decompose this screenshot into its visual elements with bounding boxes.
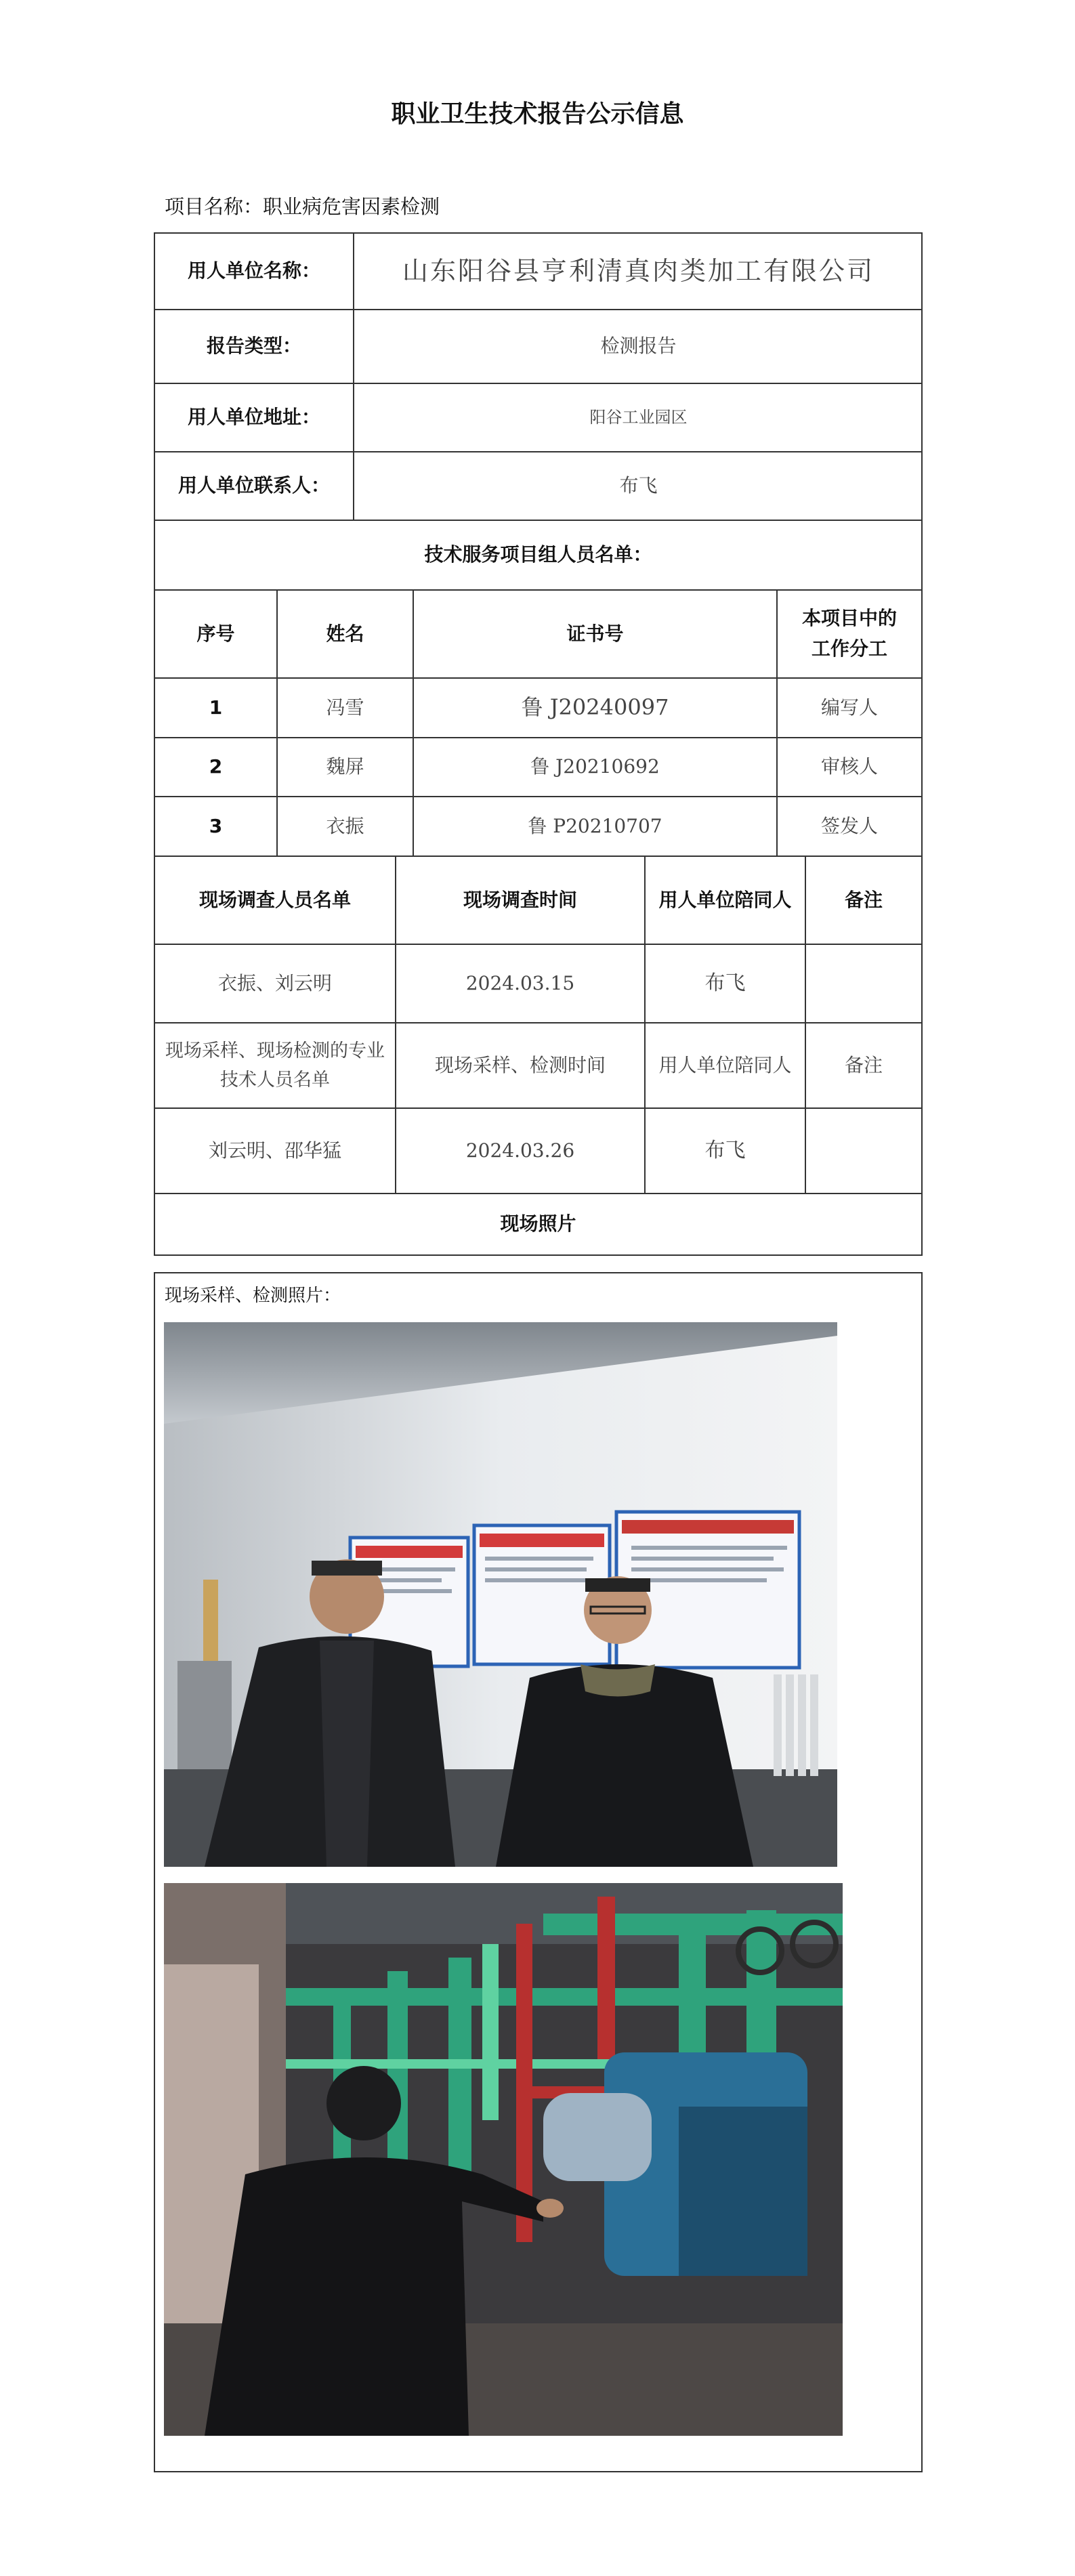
member-no: 3 xyxy=(209,814,223,837)
sampling-header-row xyxy=(155,1022,921,1107)
sampling-escort: 布飞 xyxy=(644,1109,805,1193)
sampling-time: 2024.03.26 xyxy=(395,1109,644,1193)
survey-escort: 布飞 xyxy=(644,945,805,1022)
survey-note-header: 备注 xyxy=(805,857,921,944)
contact-row xyxy=(155,451,921,520)
photos-caption: 现场采样、检测照片： xyxy=(165,1286,341,1306)
employer-label: 用人单位名称： xyxy=(187,259,320,282)
survey-time-header: 现场调查时间 xyxy=(395,857,644,944)
sampling-time-header: 现场采样、检测时间 xyxy=(395,1023,644,1107)
col-name-header: 姓名 xyxy=(276,591,413,677)
member-name: 衣振 xyxy=(276,797,413,856)
report-type-label: 报告类型： xyxy=(206,335,301,358)
contact-label: 用人单位联系人： xyxy=(177,474,330,497)
info-table xyxy=(154,232,923,1256)
report-type-row xyxy=(155,309,921,383)
survey-row xyxy=(155,944,921,1022)
member-role: 审核人 xyxy=(776,738,921,796)
contact-value: 布飞 xyxy=(353,452,923,520)
team-heading-row xyxy=(155,520,921,589)
col-no-header: 序号 xyxy=(196,622,235,645)
employer-row xyxy=(155,234,921,309)
address-label: 用人单位地址： xyxy=(187,406,320,429)
member-cert: 鲁 J20210692 xyxy=(413,738,776,796)
photos-heading-row xyxy=(155,1193,921,1254)
site-photo-inspectors xyxy=(164,1322,837,1867)
survey-staff: 衣振、刘云明 xyxy=(217,971,332,994)
table-row xyxy=(155,737,921,796)
col-role-header: 本项目中的工作分工 xyxy=(776,591,921,677)
team-heading: 技术服务项目组人员名单： xyxy=(424,543,652,566)
member-role: 编写人 xyxy=(776,679,921,737)
member-no: 1 xyxy=(209,696,223,719)
address-value: 阳谷工业园区 xyxy=(353,384,923,451)
sampling-staff: 刘云明、邵华猛 xyxy=(208,1139,341,1162)
member-role: 签发人 xyxy=(776,797,921,856)
survey-header-row xyxy=(155,856,921,944)
member-cert: 鲁 P20210707 xyxy=(413,797,776,856)
member-name: 魏屏 xyxy=(276,738,413,796)
survey-time: 2024.03.15 xyxy=(395,945,644,1022)
photos-heading: 现场照片 xyxy=(500,1212,576,1236)
table-row xyxy=(155,796,921,856)
member-cert: 鲁 J20240097 xyxy=(413,679,776,737)
report-type-value: 检测报告 xyxy=(353,310,923,383)
sampling-staff-header: 现场采样、现场检测的专业技术人员名单 xyxy=(165,1040,385,1091)
sampling-escort-header: 用人单位陪同人 xyxy=(644,1023,805,1107)
project-name: 项目名称：职业病危害因素检测 xyxy=(165,195,440,218)
sampling-note-header: 备注 xyxy=(805,1023,921,1107)
member-no: 2 xyxy=(209,755,223,778)
employer-value: 山东阳谷县亨利清真肉类加工有限公司 xyxy=(353,234,923,309)
member-name: 冯雪 xyxy=(276,679,413,737)
survey-staff-header: 现场调查人员名单 xyxy=(198,888,351,911)
page-title: 职业卫生技术报告公示信息 xyxy=(391,100,684,128)
table-row xyxy=(155,677,921,737)
col-cert-header: 证书号 xyxy=(413,591,776,677)
address-row xyxy=(155,383,921,451)
sampling-row xyxy=(155,1107,921,1193)
site-photo-equipment xyxy=(164,1883,843,2436)
sampling-note xyxy=(805,1109,921,1193)
photos-box xyxy=(154,1272,923,2472)
team-header-row xyxy=(155,589,921,677)
survey-escort-header: 用人单位陪同人 xyxy=(644,857,805,944)
survey-note xyxy=(805,945,921,1022)
